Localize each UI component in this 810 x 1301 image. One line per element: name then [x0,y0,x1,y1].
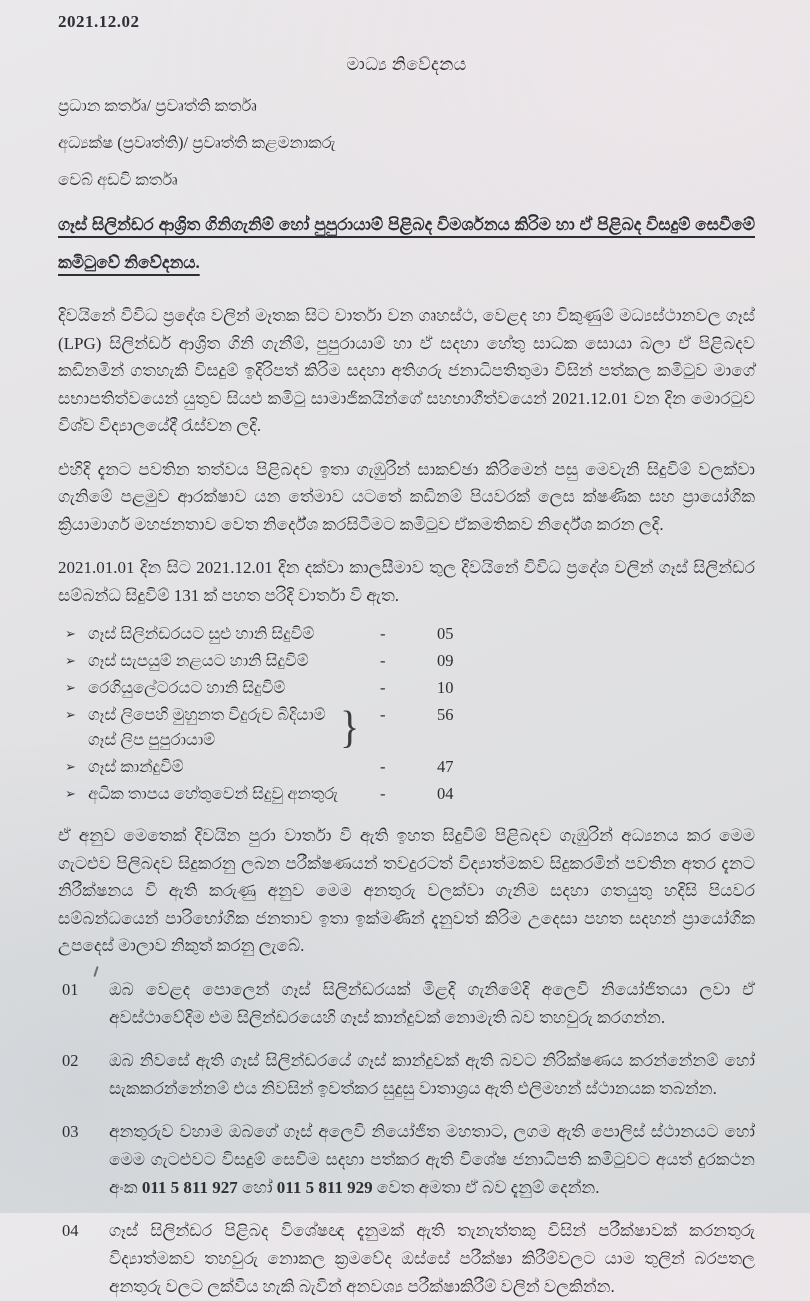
instruction-list [58,976,755,1301]
incident-count: 10 [437,678,454,697]
dash-separator: - [380,757,386,776]
dash-separator: - [380,784,386,803]
instruction-item-01 [62,976,755,1032]
incident-label: ගෑස් සැපයුම් නළයට හානි සිදුවිම් [88,651,309,670]
dash-separator: - [380,651,386,670]
hotline-number-2: 011 5 811 929 [276,1177,373,1197]
instruction-text-after: වෙත අමතා ඒ බව දැනුම් දෙන්න. [372,1177,600,1197]
incident-row-regulator-damage [65,675,755,700]
instruction-text: ඔබ වෙළද පොලෙන් ගෑස් සිලින්ඩරයක් මිළදි ගැනිමේදි අලෙවි නියෝජිතයා ලවා ඒ අවස්ථාවේදිම එම සිලින්ඩරයෙහි ගෑස් කාන්දුවක් නොමැති බව තහවුරු කරගන්න. [109,979,755,1027]
incident-label: රෙගියුලේටරයට හානි සිදුවිම් [88,678,286,697]
incident-count: 09 [437,651,454,670]
hotline-number-1: 011 5 811 927 [141,1177,238,1197]
grouping-brace-icon: } [340,700,360,753]
instruction-number: 03 [62,1121,79,1141]
instruction-text-before: අනතුරුව වහාම ඔබගේ ගෑස් අලෙවි නියෝජිත මහතාට, ලගම ඇති පොලිස් ස්ථානයට හෝ මෙම ගැටළුවට විසදුම් සෙවිම සදහා පත්කර ඇති විශේෂ ජනාධිපති කමිටුවට අයත් දුරකථන අංක [109,1121,755,1197]
arrow-bullet-icon: ➢ [65,653,76,668]
incident-label-line1: ගෑස් ලිපෙහි මුහුනත විදුරුව බිදියාම් [88,705,326,724]
arrow-bullet-icon: ➢ [65,759,76,774]
arrow-bullet-icon: ➢ [65,786,76,801]
incident-label: ගෑස් කාන්දුවිම් [88,757,184,776]
instruction-text [109,1118,755,1202]
recipient-news-director: අධ්‍යක්ෂ (ප්‍රවෘත්ති)/ ප්‍රවෘත්ති කළමනාකරු [58,133,336,152]
instruction-number: 01 [62,979,79,999]
dash-separator: - [380,678,386,697]
instruction-item-02 [62,1047,755,1103]
incident-count: 05 [437,624,454,643]
document-date: 2021.12.02 [58,12,140,31]
paragraph-committee-meeting: දිවයිනේ විවිධ ප්‍රදේශ වලින් මෑතක සිට වාර්තා වන ගෘහස්ථ, වෙළද හා විකුණුම් මධ්‍යස්ථානවල ගෑස් (LPG) සිලින්ඩර් ආශ්‍රිත ගිනි ගැනීම්, පුපුරායාම් හා ඒ සදහා හේතු සාධක සොයා බලා ඒ පිළිබදව කඩිනමින් ගතහැකි විසදුම් ඉදිරිපත් කිරිම සදහා අතිගරු ජනාධිපතිතුමා විසින් පත්කල කමිටුව මාගේ සභාපතිත්වයෙන් යුතුව සියළු කමිටු සාමාජිකයින්ගේ සහභාගීත්වයෙන් 2021.12.01 වන දින මොරටුව විශ්ව විද්‍යාලයේදී රැස්වන ලදි. [58,306,755,435]
document-title: මාධ්‍ය නිවේදනය [346,54,467,74]
recipient-list [58,95,755,190]
instruction-number: 04 [62,1220,79,1240]
incident-row-gas-leaks [65,754,755,779]
incident-row-excess-heat-accidents [65,781,755,806]
paragraph-recommendation: එහිදි දැනට පවතින තත්වය පිළිබදව ඉතා ගැඹුරින් සාකච්ඡා කිරිමෙන් පසු මෙවැනි සිදුවිම් වලක්වා ගැනිමේ පළමුව ආරක්ෂාව යන තේමාව යටතේ කඩිනම් පියවරක් ලෙස ක්ෂණික සහ ප්‍රායෝගික ක්‍රියාමාර්ග මහජනතාව වෙත නිර්දේශ කරසිටීමට කමිටුව ඒකමතිකව නිර්දේශ කරන ලදි. [58,459,755,534]
incident-row-minor-cylinder-damage [65,621,755,646]
instruction-text: ගෑස් සිලින්ඩර පිළිබද විශේෂඥ දැනුමක් ඇති තැනැත්තකු විසින් පරීක්ෂාවක් කරනතුරු විද්‍යාත්මකව තහවුරු නොකල ක්‍රමවේද ඔස්සේ පරීක්ෂා කිරීම්වලට යාම තුලින් බරපතල අනතුරු වලට ලක්විය හැකි බැවින් අනවශ්‍ය පරීක්ෂාකිරීම් වලින් වලකින්න. [109,1220,755,1296]
subject-heading: ගෑස් සිලින්ඩර ආශ්‍රිත ගිනිගැනිම් හෝ පුපුරායාම් පිළිබද විමර්ශනය කිරිම හා ඒ පිළිබද විසදුම් සෙවීමේ කමිටුවේ නිවේදනය. [58,215,755,272]
instruction-item-03 [62,1118,755,1202]
incident-count: 04 [437,784,454,803]
recipient-web-editor: වෙබ් අඩවි කර්තෘ [58,170,178,189]
recipient-chief-editor: ප්‍රධාන කර්තෘ/ ප්‍රවෘත්ති කර්තෘ [58,96,257,115]
incident-label-group [88,702,340,752]
instruction-or-word: හෝ [237,1177,277,1197]
instruction-item-04 [62,1217,755,1301]
paragraph-incident-summary: 2021.01.01 දින සිට 2021.12.01 දින දක්වා කාලසීමාව තුල දිවයිනේ විවිධ ප්‍රදේශ වලින් ගෑස් සිලින්ඩර සම්බන්ධ සිදුවිම් 131 ක් පහත පරිදි වාර්තා වි ඇත. [58,558,755,605]
dash-separator: - [380,705,386,724]
instruction-text: ඔබ නිවසේ ඇති ගෑස් සිලින්ඩරයේ ගෑස් කාන්දුවක් ඇති බවට නිරික්ෂණය කරන්නේනම් හෝ සැකකරන්නේනම් එය නිවසින් ඉවත්කර සුදුසු වාතාශ්‍රය ඇති එලිමහන් ස්ථානයක තබන්න. [109,1050,755,1098]
arrow-bullet-icon: ➢ [65,707,76,722]
incident-count: 47 [437,757,454,776]
dash-separator: - [380,624,386,643]
incident-row-supply-hose-damage [65,648,755,673]
incident-statistics-list [65,621,755,806]
paragraph-advice-intro: ඒ අනුව මෙතෙක් දිවයින පුරා වාර්තා වි ඇති ඉහත සිදුවිම් පිළිබදව ගැඹුරින් අධ්‍යනය කර මෙම ගැටළුව පිලිබදව සිදුකරනු ලබන පරීක්ෂණයන් තවදුරටත් විද්‍යාත්මකව සිදුකරමින් පවතින අතර දැනට නිරීක්ෂනය වි ඇති කරුණු අනුව මෙම අනතුරු වලක්වා ගැනිම සදහා ගතයුතු හදිසි පියවර සම්බන්ධයෙන් පාරිභෝගික ජනතාව ඉතා ඉක්මණින් දැනුවත් කිරිම උදෙසා පහත සදහන් ප්‍රායෝගික උපදෙස් මාලාව නිකුත් කරනු ලැබේ. [58,826,755,955]
incident-row-stove-glass-explosion [65,702,755,752]
incident-label: අධික තාපය හේතුවෙන් සිදුවු අනතුරු [88,784,339,803]
arrow-bullet-icon: ➢ [65,626,76,641]
incident-label: ගෑස් සිලින්ඩරයට සුළු හානි සිදුවිම් [88,624,315,643]
arrow-bullet-icon: ➢ [65,680,76,695]
instruction-number: 02 [62,1050,79,1070]
incident-count: 56 [437,705,454,724]
incident-label-line2: ගෑස් ලිප පුපුරායාම් [88,730,216,749]
